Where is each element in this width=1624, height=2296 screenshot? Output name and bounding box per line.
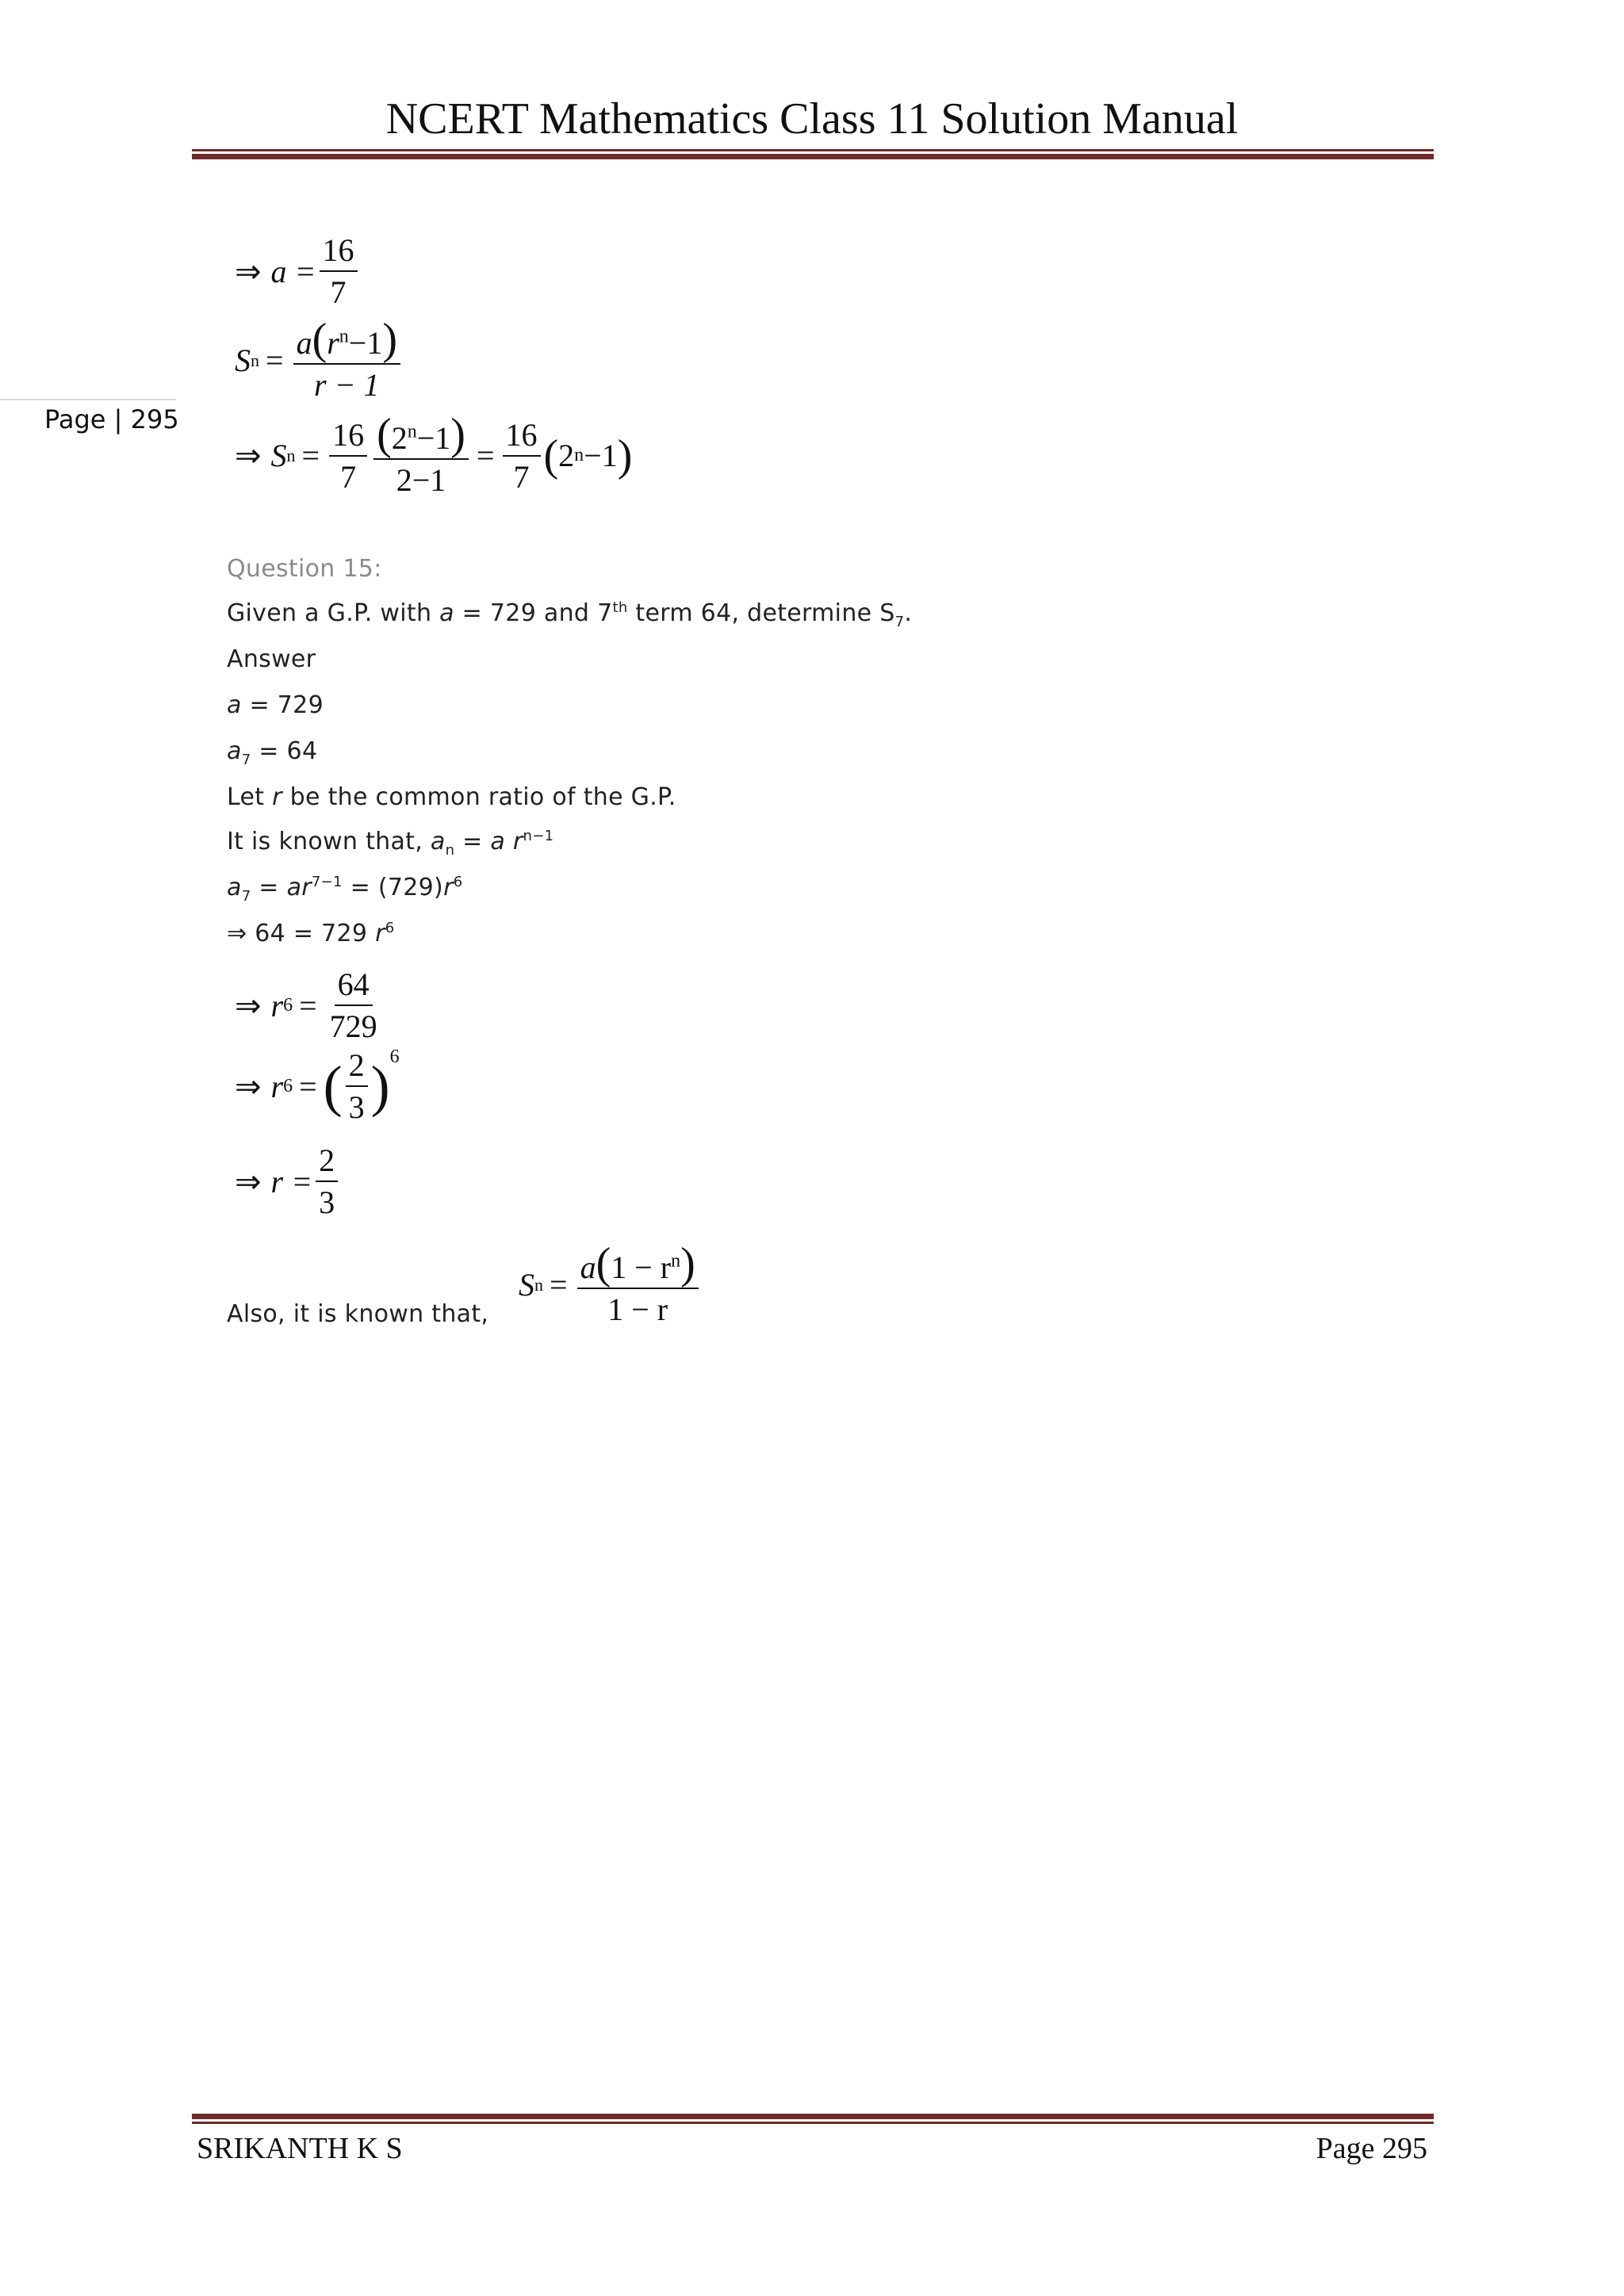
lhs: a =: [270, 253, 316, 289]
lhs: r: [270, 1068, 284, 1104]
implies-symbol: ⇒: [235, 1163, 262, 1200]
exp: 6: [283, 1075, 293, 1096]
implies-symbol: ⇒: [235, 438, 262, 473]
lhs: S: [519, 1267, 534, 1303]
fraction-3: [503, 416, 541, 496]
lhs: S: [270, 438, 287, 473]
fraction-1: [329, 416, 367, 496]
superscript: th: [612, 599, 628, 616]
footer-page-number: Page 295: [1316, 2132, 1427, 2165]
answer-line-a7: [227, 737, 317, 768]
numerator: $a(1 - r^n)$: [577, 1242, 699, 1289]
answer-line-general-term: [227, 828, 553, 859]
text-part: It is known that,: [227, 828, 431, 855]
fraction: [327, 966, 381, 1045]
tail: −1: [416, 420, 451, 456]
equals-sign: =: [550, 1267, 568, 1303]
lhs-subscript: n: [286, 445, 296, 465]
fraction: [320, 232, 358, 311]
rest: = 729: [241, 691, 324, 719]
num-exp: n: [339, 326, 349, 347]
rest: = 64: [251, 737, 318, 765]
math-line-sn-formula: [235, 317, 404, 404]
num-inner: 1 − r: [611, 1249, 672, 1285]
outer-exp: 6: [389, 1047, 400, 1067]
denominator: 729: [329, 1008, 377, 1044]
denominator: 7: [330, 274, 347, 310]
math-line-sn-value: ⇒ S n = $\frac{16}{7}$ $\frac{(2^n-1)}{2-1}$ = $\frac{16}{7}$ ( 2 n −1 ): [235, 410, 633, 498]
numerator: 2: [346, 1047, 368, 1087]
superscript: 6: [385, 920, 395, 936]
text-part: term 64, determine S: [627, 599, 895, 627]
equals-sign: =: [299, 987, 317, 1024]
lhs: r =: [270, 1163, 313, 1200]
footer-author: SRIKANTH K S: [197, 2132, 403, 2165]
answer-label: Answer: [227, 645, 316, 673]
var: ar: [286, 874, 312, 901]
text-part: = 729 and 7: [454, 599, 613, 627]
math-line-a: [235, 232, 361, 311]
exp: n: [407, 421, 417, 442]
var-a: a: [439, 599, 454, 627]
answer-line-a: [227, 691, 324, 719]
equals-sign: =: [301, 438, 320, 473]
var: a: [430, 828, 446, 855]
subscript: 7: [894, 614, 905, 630]
subscript: n: [445, 842, 455, 859]
denominator: 1 − r: [607, 1292, 668, 1327]
header-rule-thin: [192, 149, 1434, 151]
var: a: [227, 691, 242, 719]
exp: 6: [283, 994, 293, 1016]
math-line-sn-sum: [519, 1239, 702, 1328]
lhs-subscript: n: [251, 350, 259, 370]
superscript: 7−1: [311, 874, 343, 890]
answer-line-a7-expr: [227, 874, 462, 905]
implies-symbol: ⇒: [235, 253, 262, 289]
side-page-label: Page | 295: [44, 404, 179, 434]
var: r: [272, 783, 282, 811]
tail-base: 2: [558, 438, 575, 473]
subscript: 7: [241, 752, 251, 768]
denominator: [311, 365, 383, 404]
text-part: = (729): [342, 874, 444, 901]
implies-symbol: ⇒: [235, 1068, 262, 1104]
denominator: 3: [348, 1089, 365, 1125]
answer-line-ratio: [227, 783, 676, 811]
superscript: n−1: [523, 828, 554, 844]
text-part: be the common ratio of the G.P.: [282, 783, 676, 811]
text-part: .: [904, 599, 913, 627]
text-part: ⇒ 64 = 729: [227, 920, 376, 947]
page-header-title: NCERT Mathematics Class 11 Solution Manual: [385, 94, 1239, 144]
fraction: [293, 317, 400, 404]
var: r: [443, 874, 454, 901]
also-text: Also, it is known that,: [227, 1300, 489, 1328]
text-part: Let: [227, 783, 273, 811]
num-tail: −1: [348, 325, 383, 361]
implies-symbol: ⇒: [235, 987, 262, 1024]
tail-exp: n: [574, 445, 584, 465]
base: 2: [391, 420, 408, 456]
text-part: Given a G.P. with: [227, 599, 440, 627]
equals-sign: =: [299, 1068, 317, 1104]
num-r: r: [327, 325, 339, 361]
denominator: 7: [340, 458, 357, 495]
denominator: 2−1: [396, 462, 446, 498]
equals-sign: =: [476, 438, 495, 473]
numerator: 2: [316, 1142, 338, 1182]
denominator: 7: [513, 458, 530, 495]
var: a: [227, 874, 242, 901]
var: a r: [490, 828, 523, 855]
equals-sign: =: [266, 342, 284, 378]
footer-rule-thin: [192, 2122, 1434, 2124]
numerator: 16: [503, 416, 541, 457]
var: a: [227, 737, 242, 765]
subscript: 7: [241, 888, 251, 905]
numerator: 16: [320, 232, 358, 272]
numerator: $(2^n-1)$: [373, 412, 469, 460]
lhs: r: [270, 987, 284, 1024]
num-a: a: [580, 1249, 596, 1285]
fraction: [577, 1239, 699, 1328]
lhs-subscript: n: [534, 1274, 543, 1295]
num-a: a: [296, 325, 312, 361]
fraction: [316, 1142, 338, 1221]
numerator: $a(r^n-1)$: [293, 317, 400, 365]
lhs: S: [235, 342, 251, 378]
answer-line-equation: [227, 920, 395, 947]
side-divider: [0, 399, 176, 400]
numerator: 16: [329, 416, 367, 457]
text-part: =: [251, 874, 287, 901]
tail-rest: −1: [584, 438, 618, 473]
footer-rule-thick: [192, 2114, 1434, 2119]
math-line-r: [235, 1142, 341, 1221]
denominator: 3: [319, 1184, 335, 1220]
var: r: [375, 920, 385, 947]
math-line-r6: [235, 966, 384, 1045]
fraction-2: [373, 412, 469, 499]
question-text: [227, 599, 912, 630]
fraction: [346, 1047, 368, 1126]
superscript: 6: [453, 874, 463, 890]
num-exp: n: [671, 1250, 681, 1272]
question-heading: Question 15:: [227, 555, 382, 583]
den-text: r − 1: [314, 367, 380, 403]
math-line-r6-power: ⇒ r 6 = ( $\frac{2}{3}$ ) $^6$: [235, 1047, 400, 1125]
header-rule-thick: [192, 154, 1434, 159]
text-part: =: [454, 828, 491, 855]
numerator: 64: [335, 966, 373, 1006]
